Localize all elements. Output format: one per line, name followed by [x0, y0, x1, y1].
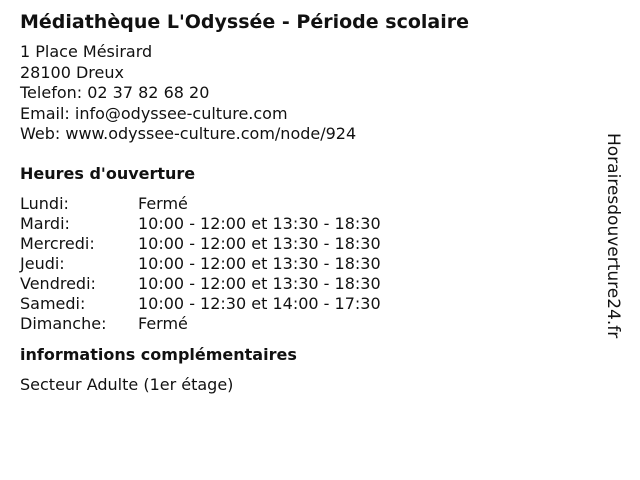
additional-info-text: Secteur Adulte (1er étage) [20, 375, 234, 395]
site-watermark: Horairesdouverture24.fr [603, 133, 623, 339]
additional-info-heading: informations complémentaires [20, 345, 297, 365]
day-label: Lundi: [20, 193, 69, 213]
day-label: Jeudi: [20, 253, 65, 273]
email-address: Email: info@odyssee-culture.com [20, 103, 288, 123]
street-address: 1 Place Mésirard [20, 42, 153, 61]
day-label: Dimanche: [20, 314, 107, 334]
day-hours: 10:00 - 12:00 et 13:30 - 18:30 [138, 233, 381, 253]
website-address: Web: www.odyssee-culture.com/node/924 [20, 124, 357, 143]
day-hours: 10:00 - 12:00 et 13:30 - 18:30 [138, 273, 381, 293]
address-block [20, 42, 600, 145]
day-hours: Fermé [138, 314, 188, 334]
day-label: Samedi: [20, 293, 86, 313]
phone-number: Telefon: 02 37 82 68 20 [20, 83, 210, 102]
day-hours: 10:00 - 12:30 et 14:00 - 17:30 [138, 293, 381, 313]
day-label: Vendredi: [20, 273, 96, 293]
hours-row-jeudi [20, 254, 600, 274]
hours-row-vendredi [20, 274, 600, 294]
opening-hours-table [20, 194, 600, 335]
hours-row-lundi [20, 194, 600, 214]
library-listing [20, 10, 600, 395]
hours-row-samedi [20, 294, 600, 314]
day-hours: Fermé [138, 193, 188, 213]
hours-row-mercredi [20, 234, 600, 254]
page-title: Médiathèque L'Odyssée - Période scolaire [20, 11, 469, 33]
city-postcode: 28100 Dreux [20, 62, 124, 82]
opening-hours-heading: Heures d'ouverture [20, 163, 196, 183]
day-hours: 10:00 - 12:00 et 13:30 - 18:30 [138, 213, 381, 233]
hours-row-mardi [20, 214, 600, 234]
day-label: Mardi: [20, 213, 70, 233]
hours-row-dimanche [20, 314, 600, 334]
day-hours: 10:00 - 12:00 et 13:30 - 18:30 [138, 253, 381, 273]
day-label: Mercredi: [20, 233, 95, 253]
